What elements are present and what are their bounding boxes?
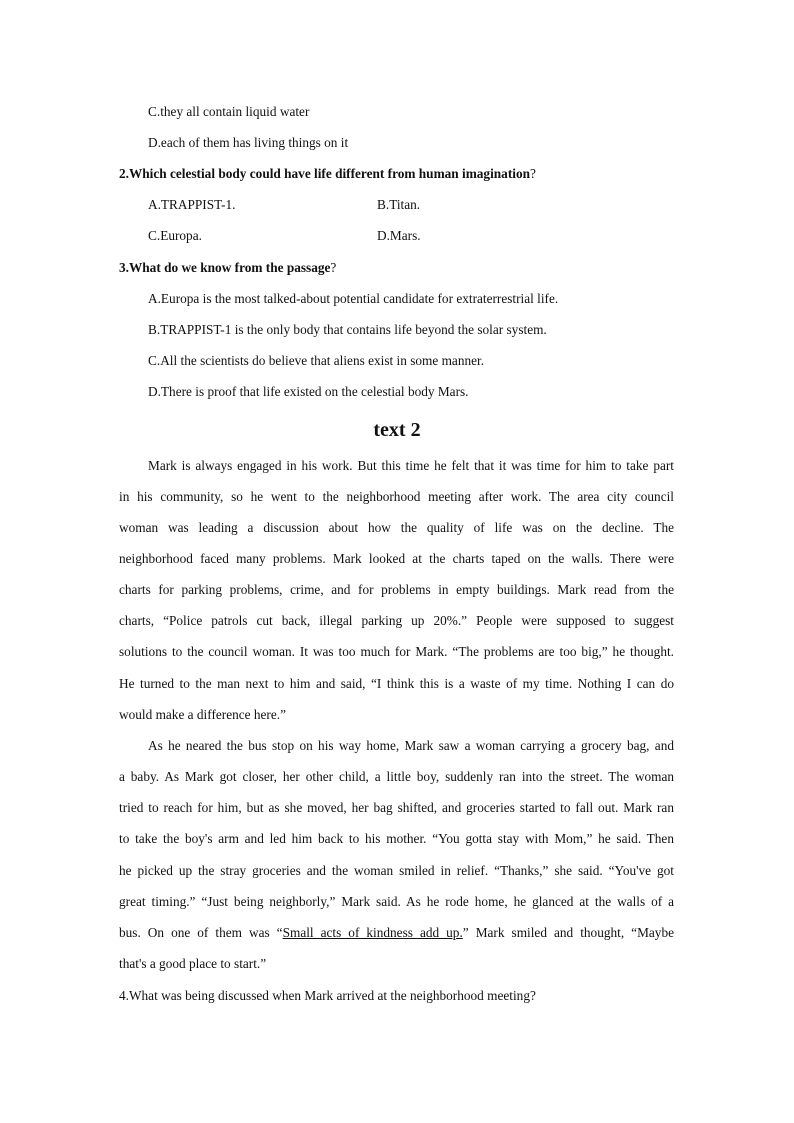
paragraph-line: woman was leading a discussion about how the quality of life was on the decline. The <box>119 520 674 535</box>
section-title: text 2 <box>373 419 421 441</box>
paragraph-line <box>119 923 674 943</box>
text-after-quote: ” Mark smiled and thought, “Maybe <box>462 925 675 940</box>
q2-option-d: D.Mars. <box>377 228 421 243</box>
paragraph-line: charts for parking problems, crime, and for problems in empty buildings. Mark read from the <box>119 582 674 597</box>
q3-option-c: C.All the scientists do believe that aliens exist in some manner. <box>148 353 485 368</box>
q1-option-c: C.they all contain liquid water <box>148 104 310 119</box>
question-4: 4.What was being discussed when Mark arrived at the neighborhood meeting? <box>119 988 536 1003</box>
paragraph-line: He turned to the man next to him and said, “I think this is a waste of my time. Nothing I can do <box>119 676 674 691</box>
question-text: .Which celestial body could have life different from human imagination <box>125 166 530 181</box>
q1-option-d: D.each of them has living things on it <box>148 135 349 150</box>
paragraph-line: a baby. As Mark got closer, her other child, a little boy, suddenly ran into the street. The woman <box>119 769 674 784</box>
question-3 <box>119 258 336 278</box>
paragraph-line: As he neared the bus stop on his way home, Mark saw a woman carrying a grocery bag, and <box>148 738 674 753</box>
q2-option-c: C.Europa. <box>148 228 202 243</box>
paragraph-line: tried to reach for him, but as she moved, her bag shifted, and groceries started to fall out. Mark ran <box>119 800 674 815</box>
paragraph-line: great timing.” “Just being neighborly,” Mark said. As he rode home, he glanced at the walls of a <box>119 894 674 909</box>
q2-option-b: B.Titan. <box>377 197 421 212</box>
paragraph-line: charts, “Police patrols cut back, illegal parking up 20%.” People were supposed to suggest <box>119 613 674 628</box>
paragraph-line: to take the boy's arm and led him back to his mother. “You gotta stay with Mom,” he said. Then <box>119 831 674 846</box>
text-before-quote: bus. On one of them was “ <box>119 925 283 940</box>
paragraph-line: neighborhood faced many problems. Mark looked at the charts taped on the walls. There were <box>119 551 674 566</box>
question-number: 3 <box>119 260 126 275</box>
question-mark: ? <box>330 260 337 275</box>
question-mark: ? <box>529 166 536 181</box>
paragraph-line: solutions to the council woman. It was too much for Mark. “The problems are too big,” he thought. <box>119 644 674 659</box>
q2-option-a: A.TRAPPIST-1. <box>148 197 236 212</box>
q3-option-b: B.TRAPPIST-1 is the only body that contains life beyond the solar system. <box>148 322 547 337</box>
question-number: 2 <box>119 166 126 181</box>
paragraph-line: that's a good place to start.” <box>119 956 267 971</box>
paragraph-line: Mark is always engaged in his work. But this time he felt that it was time for him to take part <box>148 458 674 473</box>
underlined-quote: Small acts of kindness add up. <box>282 925 463 940</box>
question-text: .What do we know from the passage <box>125 260 331 275</box>
q3-option-d: D.There is proof that life existed on the celestial body Mars. <box>148 384 469 399</box>
q3-option-a: A.Europa is the most talked-about potential candidate for extraterrestrial life. <box>148 291 559 306</box>
paragraph-line: he picked up the stray groceries and the woman smiled in relief. “Thanks,” she said. “You've got <box>119 863 674 878</box>
paragraph-line: would make a difference here.” <box>119 707 286 722</box>
paragraph-line: in his community, so he went to the neighborhood meeting after work. The area city council <box>119 489 674 504</box>
question-2 <box>119 164 536 184</box>
